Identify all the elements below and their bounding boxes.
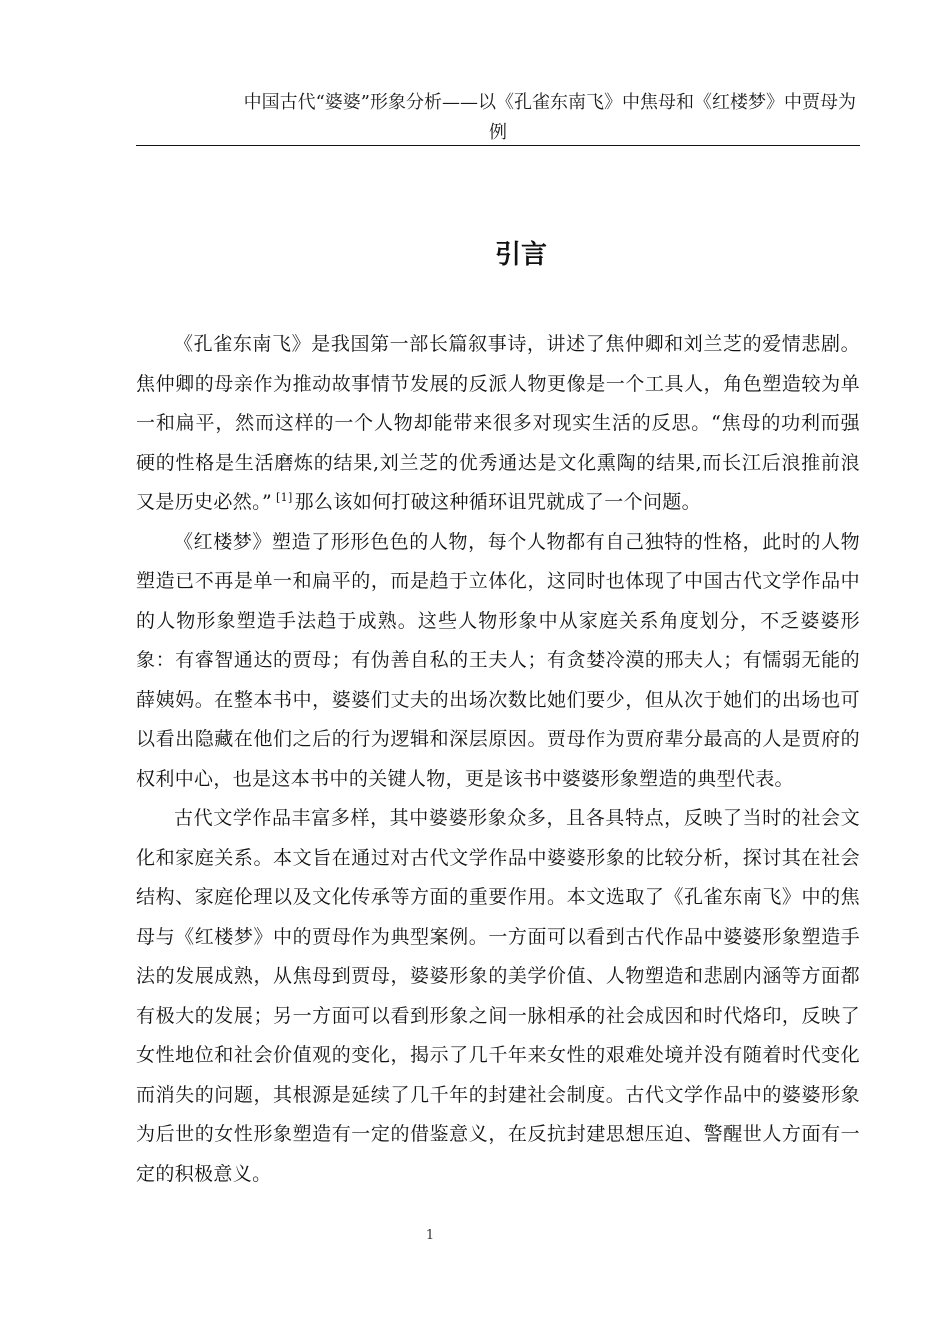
paragraph-1 [136,325,860,523]
running-header [136,88,860,148]
running-header-line-2: 例 [489,122,507,143]
paragraph-2: 《红楼梦》塑造了形形色色的人物，每个人物都有自己独特的性格，此时的人物塑造已不再是单一和扁平的，而是趋于立体化，这同时也体现了中国古代文学作品中的人物形象塑造手法趋于成熟。这些人物形象中从家庭关系角度划分，不乏婆婆形象：有睿智通达的贾母；有伪善自私的王夫人；有贪婪冷漠的邢夫人；有懦弱无能的薛姨妈。在整本书中，婆婆们丈夫的出场次数比她们要少，但从次于她们的出场也可以看出隐藏在他们之后的行为逻辑和深层原因。贾母作为贾府辈分最高的人是贾府的权利中心，也是这本书中的关键人物，更是该书中婆婆形象塑造的典型代表。 [136,530,860,790]
running-header-line-1: 中国古代“婆婆”形象分析——以《孔雀东南飞》中焦母和《红楼梦》中贾母为 [243,92,856,113]
section-title: 引言 [494,240,547,271]
body-text [136,325,860,1194]
paragraph-1-text: 《孔雀东南飞》是我国第一部长篇叙事诗，讲述了焦仲卿和刘兰芝的爱情悲剧。焦仲卿的母亲作为推动故事情节发展的反派人物更像是一个工具人，角色塑造较为单一和扁平，然而这样的一个人物却能带来很多对现实生活的反思。“焦母的功利而强硬的性格是生活磨炼的结果,刘兰芝的优秀通达是文化熏陶的结果,而长江后浪推前浪又是历史必然。” [136,333,860,513]
header-divider [136,145,860,146]
paragraph-3: 古代文学作品丰富多样，其中婆婆形象众多，且各具特点，反映了当时的社会文化和家庭关系。本文旨在通过对古代文学作品中婆婆形象的比较分析，探讨其在社会结构、家庭伦理以及文化传承等方面的重要作用。本文选取了《孔雀东南飞》中的焦母与《红楼梦》中的贾母作为典型案例。一方面可以看到古代作品中婆婆形象塑造手法的发展成熟，从焦母到贾母，婆婆形象的美学价值、人物塑造和悲剧内涵等方面都有极大的发展；另一方面可以看到形象之间一脉相承的社会成因和时代烙印，反映了女性地位和社会价值观的变化，揭示了几千年来女性的艰难处境并没有随着时代变化而消失的问题，其根源是延续了几千年的封建社会制度。古代文学作品中的婆婆形象为后世的女性形象塑造有一定的借鉴意义，在反抗封建思想压迫、警醒世人方面有一定的积极意义。 [136,807,860,1185]
citation-marker: [1] [276,490,293,504]
paragraph-1-continuation: 那么该如何打破这种循环诅咒就成了一个问题。 [294,491,702,513]
page-number: 1 [425,1228,435,1243]
